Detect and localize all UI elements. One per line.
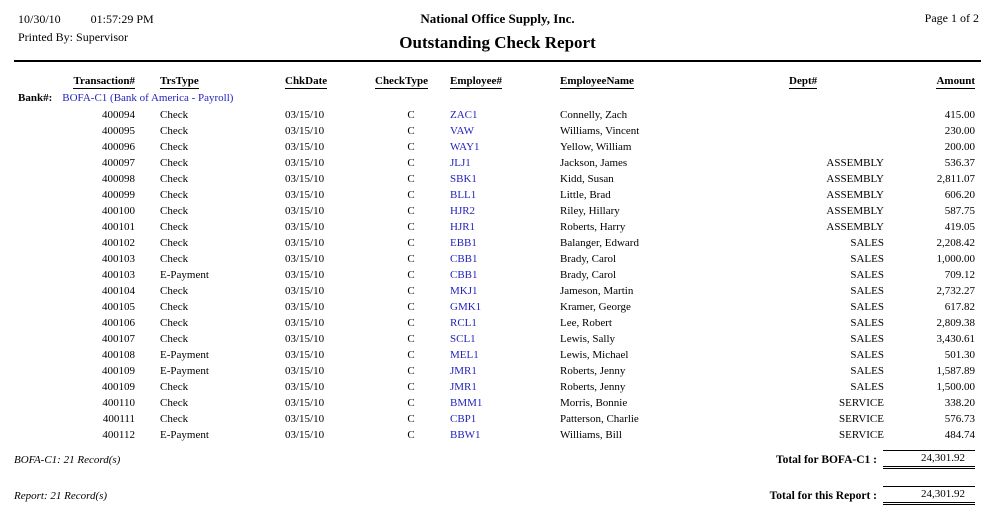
employee-name: Patterson, Charlie <box>560 413 639 425</box>
employee-number-link[interactable]: CBB1 <box>450 253 478 265</box>
employee-number-link[interactable]: MKJ1 <box>450 285 478 297</box>
check-type: C <box>407 141 415 153</box>
amount: 536.37 <box>944 157 975 169</box>
bank-total-amount: 24,301.92 <box>883 450 975 469</box>
dept-number <box>789 107 889 123</box>
transaction-number: 400103 <box>102 253 135 265</box>
col-checktype: CheckType <box>375 75 428 87</box>
report-title: Outstanding Check Report <box>399 33 596 52</box>
amount: 709.12 <box>944 269 975 281</box>
dept-number: SALES <box>850 381 884 393</box>
check-row <box>14 395 975 411</box>
dept-number: ASSEMBLY <box>826 221 884 233</box>
transaction-number: 400112 <box>102 429 135 441</box>
trs-type: Check <box>160 173 189 185</box>
transaction-number: 400100 <box>102 205 135 217</box>
report-rows <box>14 89 975 443</box>
dept-number: SALES <box>850 269 884 281</box>
report-titles <box>14 8 981 53</box>
chk-date: 03/15/10 <box>285 141 325 153</box>
check-row <box>14 155 975 171</box>
transaction-number: 400107 <box>102 333 135 345</box>
transaction-number: 400111 <box>102 413 135 425</box>
dept-number: SERVICE <box>839 397 884 409</box>
check-row <box>14 379 975 395</box>
check-type: C <box>407 173 415 185</box>
amount: 501.30 <box>944 349 975 361</box>
page-number: Page 1 of 2 <box>924 11 979 25</box>
employee-name: Roberts, Harry <box>560 221 626 233</box>
check-row <box>14 427 975 443</box>
chk-date: 03/15/10 <box>285 189 325 201</box>
amount: 2,811.07 <box>936 173 975 185</box>
employee-name: Kramer, George <box>560 301 631 313</box>
amount: 617.82 <box>944 301 975 313</box>
employee-number-link[interactable]: BMM1 <box>450 397 483 409</box>
check-row <box>14 299 975 315</box>
transaction-number: 400102 <box>102 237 135 249</box>
check-type: C <box>407 125 415 137</box>
print-date: 10/30/10 <box>18 12 61 26</box>
employee-name: Connelly, Zach <box>560 109 628 121</box>
employee-name: Lewis, Sally <box>560 333 615 345</box>
col-employee-name: EmployeeName <box>560 75 634 87</box>
trs-type: Check <box>160 109 189 121</box>
dept-number <box>789 139 889 155</box>
amount: 3,430.61 <box>936 333 975 345</box>
chk-date: 03/15/10 <box>285 157 325 169</box>
employee-number-link[interactable]: HJR1 <box>450 221 476 233</box>
check-row <box>14 363 975 379</box>
trs-type: Check <box>160 285 189 297</box>
check-type: C <box>407 349 415 361</box>
employee-name: Jameson, Martin <box>560 285 634 297</box>
employee-number-link[interactable]: GMK1 <box>450 301 482 313</box>
chk-date: 03/15/10 <box>285 365 325 377</box>
chk-date: 03/15/10 <box>285 349 325 361</box>
amount: 230.00 <box>944 125 975 137</box>
print-time: 01:57:29 PM <box>90 12 154 26</box>
transaction-number: 400105 <box>102 301 135 313</box>
col-transaction: Transaction# <box>73 75 135 87</box>
dept-number: SALES <box>850 237 884 249</box>
employee-number-link[interactable]: EBB1 <box>450 237 477 249</box>
check-type: C <box>407 397 415 409</box>
dept-number: ASSEMBLY <box>826 157 884 169</box>
bank-label: Bank#: <box>18 92 53 104</box>
amount: 200.00 <box>944 141 975 153</box>
transaction-number: 400109 <box>102 365 135 377</box>
printed-by-value: Supervisor <box>76 30 129 44</box>
employee-name: Roberts, Jenny <box>560 381 626 393</box>
amount: 576.73 <box>944 413 975 425</box>
trs-type: Check <box>160 221 189 233</box>
dept-number <box>789 123 889 139</box>
check-row <box>14 251 975 267</box>
check-type: C <box>407 365 415 377</box>
check-type: C <box>407 109 415 121</box>
amount: 2,732.27 <box>936 285 975 297</box>
employee-number-link[interactable]: JLJ1 <box>450 157 471 169</box>
check-row <box>14 331 975 347</box>
bank-record-count: BOFA-C1: 21 Record(s) <box>14 453 121 466</box>
chk-date: 03/15/10 <box>285 413 325 425</box>
transaction-number: 400101 <box>102 221 135 233</box>
trs-type: E-Payment <box>160 429 209 441</box>
page-header <box>14 8 981 60</box>
check-type: C <box>407 205 415 217</box>
chk-date: 03/15/10 <box>285 333 325 345</box>
amount: 1,587.89 <box>936 365 975 377</box>
check-row <box>14 235 975 251</box>
employee-name: Williams, Bill <box>560 429 622 441</box>
employee-number-link[interactable]: WAY1 <box>450 141 480 153</box>
chk-date: 03/15/10 <box>285 301 325 313</box>
dept-number: SALES <box>850 317 884 329</box>
dept-number: SERVICE <box>839 429 884 441</box>
check-type: C <box>407 317 415 329</box>
employee-number-link[interactable]: RCL1 <box>450 317 477 329</box>
check-row <box>14 267 975 283</box>
transaction-number: 400103 <box>102 269 135 281</box>
dept-number: SALES <box>850 301 884 313</box>
dept-number: SALES <box>850 349 884 361</box>
trs-type: Check <box>160 125 189 137</box>
transaction-number: 400096 <box>102 141 135 153</box>
employee-number-link[interactable]: JMR1 <box>450 381 477 393</box>
trs-type: Check <box>160 157 189 169</box>
transaction-number: 400108 <box>102 349 135 361</box>
transaction-number: 400098 <box>102 173 135 185</box>
dept-number: SERVICE <box>839 413 884 425</box>
dept-number: SALES <box>850 253 884 265</box>
check-type: C <box>407 301 415 313</box>
chk-date: 03/15/10 <box>285 429 325 441</box>
trs-type: E-Payment <box>160 365 209 377</box>
check-row <box>14 411 975 427</box>
chk-date: 03/15/10 <box>285 205 325 217</box>
transaction-number: 400106 <box>102 317 135 329</box>
dept-number: ASSEMBLY <box>826 189 884 201</box>
chk-date: 03/15/10 <box>285 221 325 233</box>
amount: 419.05 <box>944 221 975 233</box>
employee-name: Brady, Carol <box>560 253 617 265</box>
chk-date: 03/15/10 <box>285 109 325 121</box>
check-row <box>14 219 975 235</box>
employee-number-link[interactable]: MEL1 <box>450 349 479 361</box>
bank-link[interactable]: BOFA-C1 (Bank of America - Payroll) <box>62 92 234 104</box>
check-type: C <box>407 237 415 249</box>
employee-name: Little, Brad <box>560 189 611 201</box>
employee-name: Brady, Carol <box>560 269 617 281</box>
chk-date: 03/15/10 <box>285 317 325 329</box>
check-row <box>14 187 975 203</box>
employee-number-link[interactable]: CBB1 <box>450 269 478 281</box>
check-row <box>14 123 975 139</box>
check-type: C <box>407 189 415 201</box>
employee-name: Lewis, Michael <box>560 349 629 361</box>
employee-number-link[interactable]: ZAC1 <box>450 109 478 121</box>
amount: 338.20 <box>944 397 975 409</box>
transaction-number: 400099 <box>102 189 135 201</box>
employee-name: Kidd, Susan <box>560 173 614 185</box>
employee-number-link[interactable]: SBK1 <box>450 173 477 185</box>
chk-date: 03/15/10 <box>285 125 325 137</box>
check-type: C <box>407 221 415 233</box>
transaction-number: 400110 <box>102 397 135 409</box>
check-type: C <box>407 253 415 265</box>
check-row <box>14 347 975 363</box>
check-row <box>14 171 975 187</box>
trs-type: Check <box>160 205 189 217</box>
check-type: C <box>407 285 415 297</box>
employee-number-link[interactable]: BBW1 <box>450 429 481 441</box>
amount: 2,809.38 <box>936 317 975 329</box>
check-type: C <box>407 429 415 441</box>
report-total-row <box>14 486 975 505</box>
transaction-number: 400104 <box>102 285 135 297</box>
check-row <box>14 315 975 331</box>
trs-type: Check <box>160 333 189 345</box>
employee-name: Jackson, James <box>560 157 628 169</box>
bank-total-label: Total for BOFA-C1 : <box>775 453 877 466</box>
chk-date: 03/15/10 <box>285 285 325 297</box>
employee-name: Lee, Robert <box>560 317 612 329</box>
employee-number-link[interactable]: JMR1 <box>450 365 477 377</box>
employee-name: Riley, Hillary <box>560 205 620 217</box>
check-type: C <box>407 381 415 393</box>
trs-type: Check <box>160 253 189 265</box>
dept-number: SALES <box>850 285 884 297</box>
employee-name: Roberts, Jenny <box>560 365 626 377</box>
employee-name: Williams, Vincent <box>560 125 640 137</box>
employee-name: Balanger, Edward <box>560 237 639 249</box>
column-header-row <box>14 62 975 89</box>
check-row <box>14 283 975 299</box>
employee-number-link[interactable]: VAW <box>450 125 474 137</box>
amount: 2,208.42 <box>936 237 975 249</box>
bank-group-row <box>14 89 975 107</box>
trs-type: Check <box>160 141 189 153</box>
check-row <box>14 107 975 123</box>
transaction-number: 400094 <box>102 109 135 121</box>
employee-number-link[interactable]: CBP1 <box>450 413 477 425</box>
trs-type: Check <box>160 381 189 393</box>
transaction-number: 400095 <box>102 125 135 137</box>
report-total-label: Total for this Report : <box>769 489 877 502</box>
company-name: National Office Supply, Inc. <box>420 11 575 26</box>
bank-total-row <box>14 450 975 469</box>
chk-date: 03/15/10 <box>285 173 325 185</box>
check-type: C <box>407 157 415 169</box>
trs-type: Check <box>160 189 189 201</box>
trs-type: E-Payment <box>160 349 209 361</box>
transaction-number: 400097 <box>102 157 135 169</box>
employee-number-link[interactable]: SCL1 <box>450 333 476 345</box>
chk-date: 03/15/10 <box>285 253 325 265</box>
trs-type: Check <box>160 397 189 409</box>
amount: 415.00 <box>944 109 975 121</box>
chk-date: 03/15/10 <box>285 269 325 281</box>
check-row <box>14 203 975 219</box>
report-total-amount: 24,301.92 <box>883 486 975 505</box>
amount: 587.75 <box>944 205 975 217</box>
trs-type: E-Payment <box>160 269 209 281</box>
check-type: C <box>407 333 415 345</box>
amount: 606.20 <box>944 189 975 201</box>
check-row <box>14 139 975 155</box>
employee-name: Morris, Bonnie <box>560 397 628 409</box>
employee-name: Yellow, William <box>560 141 632 153</box>
col-chkdate: ChkDate <box>285 75 328 87</box>
dept-number: SALES <box>850 333 884 345</box>
dept-number: ASSEMBLY <box>826 205 884 217</box>
amount: 1,500.00 <box>936 381 975 393</box>
check-type: C <box>407 413 415 425</box>
check-type: C <box>407 269 415 281</box>
chk-date: 03/15/10 <box>285 397 325 409</box>
amount: 484.74 <box>944 429 975 441</box>
dept-number: SALES <box>850 365 884 377</box>
report-record-count: Report: 21 Record(s) <box>14 489 108 502</box>
chk-date: 03/15/10 <box>285 381 325 393</box>
trs-type: Check <box>160 413 189 425</box>
col-employee-number: Employee# <box>450 75 502 87</box>
employee-number-link[interactable]: HJR2 <box>450 205 476 217</box>
chk-date: 03/15/10 <box>285 237 325 249</box>
printed-by-label: Printed By: <box>18 30 74 44</box>
transaction-number: 400109 <box>102 381 135 393</box>
col-dept: Dept# <box>789 75 818 87</box>
report-table <box>14 62 975 443</box>
col-amount: Amount <box>936 75 975 87</box>
dept-number: ASSEMBLY <box>826 173 884 185</box>
employee-number-link[interactable]: BLL1 <box>450 189 477 201</box>
amount: 1,000.00 <box>936 253 975 265</box>
trs-type: Check <box>160 301 189 313</box>
col-trstype: TrsType <box>160 75 199 87</box>
trs-type: Check <box>160 317 189 329</box>
trs-type: Check <box>160 237 189 249</box>
